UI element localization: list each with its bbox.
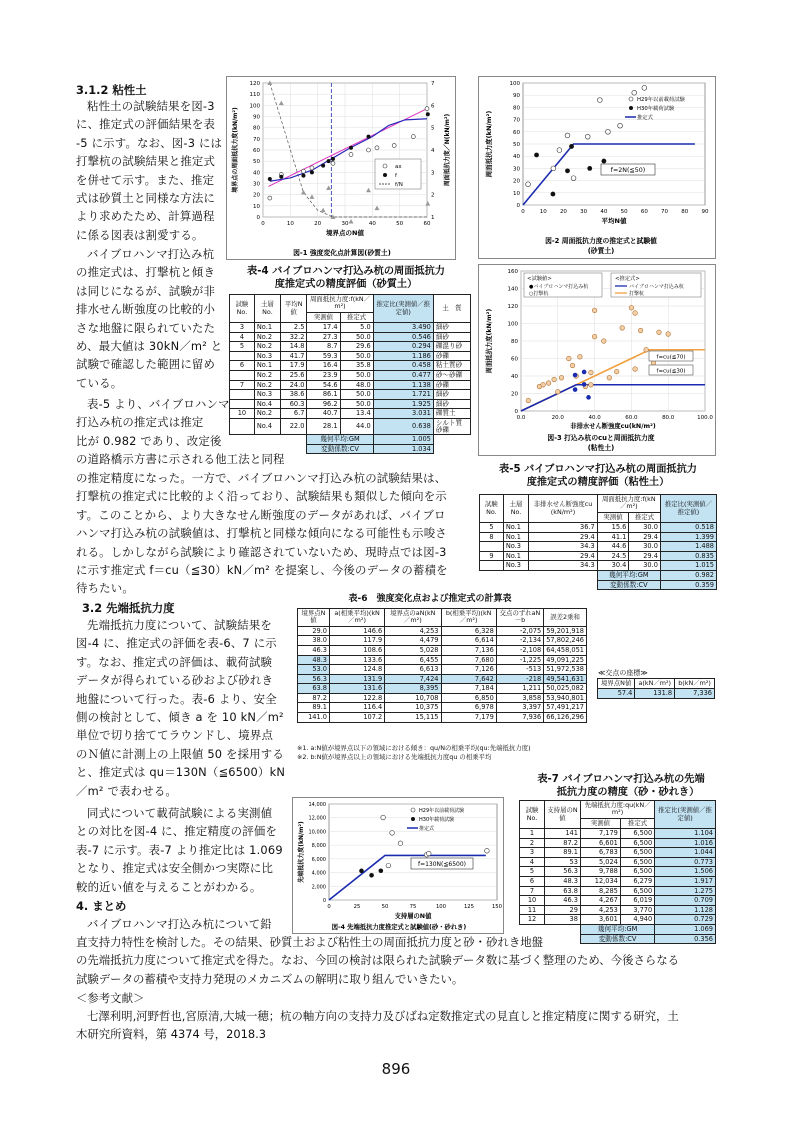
column-header: 誤差2乗和 [544, 609, 587, 627]
y-axis-label: 境界点の周面抵抗力度(kN/m²) [232, 107, 239, 193]
h29-point [526, 182, 531, 187]
table-row: 56.3 131.9 7,424 7,642 -218 49,541,631 [298, 674, 587, 684]
paragraph-6: 直支持力特性を検討した。その結果、砂質土および粘性土の周面抵抗力度と砂・砂れき地盤 の先端抵抗力度について推定式を得た。なお、今回の検討は限られた試験データ数に基づく整理のため、今後さらなる 試験データの蓄積や支持力発現のメカニズムの解明に取り組んでいきたい。 [76, 935, 680, 986]
column-header: 交点のずれaN－b [496, 609, 543, 627]
y-tick-label: 2,000 [311, 884, 326, 891]
figure-1-chart [227, 77, 457, 261]
y2-axis-label: 周面抵抗力度／N(kN/m²) [444, 113, 451, 187]
legend-h29-marker [629, 97, 633, 101]
y-tick-label: 80 [511, 339, 518, 345]
summary-value: 1.034 [373, 444, 433, 454]
table-row: 10 No.2 6.7 40.7 13.4 3.031 礫質土 [230, 409, 471, 419]
x-axis-label: 非排水せん断強度cu(kN/m²) [570, 423, 656, 430]
paragraph-2: バイブロハンマ打込み杭 の推定式は、打撃杭と傾き は同じになるが、試験が非 排水せん断強度の比較的小 さな地盤に限られていたた め、最大値は 30kN／m² と 試験で確認した範囲に留め ている。 [76, 247, 223, 390]
summary-value: 0.356 [655, 934, 716, 944]
legend-label: f [395, 173, 397, 179]
legend-label: 推定式 [419, 826, 435, 832]
driven-pile-point [620, 326, 625, 331]
y-tick-label: 14,000 [308, 802, 326, 808]
intersection-table: 境界点N値 a(kN／m²) b(kN／m²) 57.4 131.8 7,336 [597, 678, 715, 699]
driven-pile-point [602, 339, 607, 344]
x-tick-label: 40 [368, 221, 376, 227]
table-row: 3 89.1 6,783 6,500 1.044 [520, 848, 716, 858]
table-row: 2 87.2 6,601 6,500 1.016 [520, 838, 716, 848]
driven-pile-point [666, 332, 671, 337]
f-point [349, 146, 353, 150]
ax-point [411, 135, 415, 139]
formula-label: f=cu(≦30) [656, 368, 686, 375]
f-point [310, 170, 314, 174]
table-row: 7 63.8 8,285 6,500 1.275 [520, 886, 716, 896]
h29-point [571, 176, 576, 181]
h29-point [398, 841, 403, 846]
paragraph-3-wide: の推定精度になった。一方で、バイブロハンマ打込み杭の試験結果は、 打撃杭の推定式に比較的よく沿っており、試験結果も類似した傾向を示 す。このことから、より大きなせん断強度のデータがあれば、バイブロ ハンマ打込み杭の試験値は、打撃杭と同様な傾向になる可能性も示唆さ れる。しかしながら試験により確認されていないため、現時点では図-3 に示す推定式 f＝cu（≦30）kN／m² を提案し、今後のデータの蓄積を 待ちたい。 [76, 471, 448, 596]
y2-tick-label: 1 [431, 215, 435, 221]
y-tick-label: 20 [511, 391, 518, 398]
paragraph-1: 粘性土の試験結果を図-3 に、推定式の評価結果を表 -5 に示す。なお、図-3 には 打撃杭の試験結果と推定式 を併せて示す。また、推定 式は砂質土と同様な方法に より求めたため、計算過程 に係る図表は割愛する。 [76, 99, 223, 242]
table-row: 6 No.1 17.9 16.4 35.8 0.458 粘土質砂 [230, 361, 471, 371]
y-tick-label: 0 [516, 203, 520, 209]
legend-ax-marker [383, 164, 387, 168]
y-tick-label: 60 [511, 356, 518, 363]
fN-point [279, 101, 284, 106]
driven-pile-point [552, 377, 557, 382]
x-tick-label: 70 [661, 209, 669, 215]
references-list: 七澤利明,河野哲也,宮原清,大城一穂；杭の軸方向の支持力及びばね定数推定式の見直しと推定精度に関する研究，土 木研究所資料，第 4374 号，2018.3 [76, 1009, 679, 1042]
y-tick-label: 10 [253, 203, 260, 210]
y-tick-label: 80 [253, 125, 260, 132]
summary-label: 幾何平均:GM [580, 925, 654, 935]
y-tick-label: 100 [509, 81, 520, 87]
column-header: 境界点N値 [298, 609, 330, 627]
summary-label: 変動係数:CV [307, 444, 373, 454]
table-summary-row [230, 435, 471, 445]
table-summary-row [520, 925, 716, 935]
table-summary-row [480, 580, 717, 590]
vibro-pile-line [521, 385, 705, 411]
f-point [327, 159, 331, 163]
ax-point [375, 146, 379, 150]
h29-point [632, 90, 637, 95]
table-row: 11 29 4,253 3,770 1.128 [520, 905, 716, 915]
formula-label: f=130N(≦6500) [417, 861, 467, 868]
y-tick-label: 6,000 [311, 856, 326, 863]
table-row: 7 No.2 24.0 54.6 48.0 1.138 砂礫 [230, 380, 471, 390]
table-row: 141.0 107.2 15,115 7,179 7,936 66,126,296 [298, 713, 587, 723]
driven-pile-point [567, 356, 572, 361]
h29-point [597, 98, 602, 103]
legend-label: H29年以前載荷試験 [637, 97, 685, 103]
summary-value: 0.982 [660, 571, 716, 581]
y2-tick-label: 4 [431, 148, 435, 154]
h29-point [381, 815, 386, 820]
f-point [321, 164, 325, 168]
y-tick-label: 140 [507, 286, 518, 293]
f-point [367, 135, 371, 139]
figure-4-chart [293, 798, 505, 935]
legend-label: H30年載荷試験 [419, 817, 455, 823]
driven-pile-point [629, 305, 634, 310]
x-axis-label: 境界点のN値 [326, 229, 364, 237]
table-row: No.3 34.3 30.4 30.0 1.015 [480, 561, 717, 571]
y-tick-label: 20 [253, 192, 260, 199]
y-tick-label: 110 [249, 92, 260, 99]
h30-point [569, 144, 574, 149]
table-row: 48.3 133.6 6,455 7,680 -1,225 49,091,225 [298, 655, 587, 665]
x-tick-label: 0 [261, 221, 265, 227]
y-tick-label: 10,000 [308, 829, 326, 836]
y-tick-label: 80 [513, 105, 520, 112]
x-tick-label: 20 [314, 221, 322, 227]
ax-point [392, 144, 396, 148]
y-tick-label: 120 [507, 304, 518, 310]
y-tick-label: 12,000 [308, 815, 326, 822]
table-row: 5 No.2 14.8 8.7 29.6 0.294 礫混り砂 [230, 342, 471, 352]
x-axis-label: 平均N値 [601, 217, 627, 225]
paragraph-6-start: バイブロハンマ打込み杭について鉛 [87, 917, 272, 931]
y-tick-label: 70 [513, 117, 520, 124]
x-tick-label: 150 [491, 904, 503, 910]
h29-point [426, 851, 431, 856]
x-tick-label: 80 [681, 209, 689, 215]
y-tick-label: 20 [513, 178, 520, 185]
figure-1 [226, 76, 456, 260]
driven-pile-point [556, 389, 561, 394]
x-tick-label: 100 [435, 904, 447, 910]
column-header: a(相乗平均)(kN／m²) [330, 609, 385, 627]
driven-pile-point [633, 367, 638, 372]
driven-pile-point [592, 334, 597, 339]
figure-2 [478, 76, 716, 259]
y-tick-label: 40 [253, 170, 260, 177]
x-tick-label: 20 [559, 209, 567, 215]
driven-pile-point [633, 311, 638, 316]
ax-point [268, 196, 272, 200]
h29-point [386, 863, 391, 868]
ax-point [310, 166, 314, 170]
table-row: No.3 38.6 86.1 50.0 1.721 細砂 [230, 390, 471, 400]
x-tick-label: 75 [409, 904, 417, 910]
legend-label: H29年以前載荷試験 [419, 808, 465, 814]
y-tick-label: 120 [249, 81, 260, 87]
table-row: No.4 22.0 28.1 44.0 0.638 シルト質砂礫 [230, 419, 471, 435]
fN-point [374, 206, 379, 211]
driven-pile-point [651, 361, 656, 366]
x-axis-label: 支持層のN値 [394, 913, 432, 920]
legend-label: H30年載荷試験 [637, 106, 675, 112]
x-tick-label: 30 [580, 209, 588, 215]
y-tick-label: 0 [256, 215, 260, 221]
h30-point [587, 166, 592, 171]
y-axis-label: 周面抵抗力度(kN/m²) [485, 110, 493, 178]
figure-caption: (粘性土) [587, 444, 615, 452]
vibro-pile-point [573, 387, 578, 392]
y-axis-label: 先端抵抗力度(kN/m²) [298, 821, 305, 883]
f-point [279, 175, 283, 179]
x-tick-label: 0 [327, 904, 331, 910]
figure-2-chart [479, 77, 717, 260]
y2-tick-label: 6 [431, 103, 435, 110]
x-tick-label: 0.0 [516, 415, 526, 421]
h29-point [585, 134, 590, 139]
table-row: 12 38 3,601 4,940 0.729 [520, 915, 716, 925]
y-tick-label: 90 [253, 114, 260, 121]
legend-label: f/N [395, 182, 403, 188]
driven-pile-point [657, 330, 662, 335]
driven-pile-point [592, 308, 597, 313]
column-header: 境界点のaN(kN／m²) [385, 609, 441, 627]
x-tick-label: 90 [701, 209, 709, 215]
x-tick-label: 40 [600, 209, 608, 215]
intersection-heading: ≪交点の座標≫ [598, 669, 648, 677]
table-7-title: 表-7 バイブロハンマ打込み杭の先端 抵抗力度の精度（砂・砂れき） [537, 774, 705, 798]
f-point [268, 177, 272, 181]
figure-caption: 図-1 強度変化点計算図(砂質土) [293, 249, 391, 257]
legend-label: 推定式 [637, 115, 653, 121]
summary-label: 幾何平均:GM [597, 571, 660, 581]
table-row: No.3 41.7 59.3 50.0 1.186 砂礫 [230, 351, 471, 361]
x-tick-label: 40.0 [588, 415, 601, 421]
y-axis-label: 周面抵抗力度(kN/m²) [486, 308, 493, 374]
h30-point [534, 153, 539, 158]
x-tick-label: 60 [423, 221, 431, 227]
y-tick-label: 40 [511, 374, 518, 380]
h29-point [557, 148, 562, 153]
y-tick-label: 0 [322, 898, 326, 904]
y-tick-label: 8,000 [311, 843, 326, 850]
driven-pile-point [644, 347, 649, 352]
y-tick-label: 50 [513, 142, 520, 148]
y-tick-label: 100 [249, 103, 260, 110]
x-tick-label: 60.0 [625, 415, 638, 421]
f-point [331, 157, 335, 161]
driven-pile-point [589, 382, 594, 387]
table-row: 29.0 146.6 4,253 6,328 -2,075 59,201,918 [298, 626, 587, 636]
table-row: 46.3 108.6 5,028 7,136 -2,108 64,458,051 [298, 645, 587, 655]
ax-point [301, 169, 305, 173]
y-tick-label: 90 [513, 93, 520, 100]
formula-label: f=cu(≦70) [656, 354, 686, 361]
x-tick-label: 10 [539, 209, 547, 215]
x-tick-label: 20.0 [551, 415, 564, 421]
section-heading-4: 4. まとめ [76, 899, 127, 913]
paragraph-4: 先端抵抗力度について、試験結果を 図-4 に、推定式の評価を表-6、7 に示 す。なお、推定式の評価は、載荷試験 データが得られている砂および砂れき 地盤について行った。表-6 より、安全 側の検討として、傾き a を 10 kN／m² 単位で切り捨ててラウンドし、境界点 のＮ値に計測上の上限値 50 を採用する と、推定式は qu＝130N（≦6500）kN ／m² で表わせる。 [76, 618, 286, 798]
page-number: 896 [381, 1060, 411, 1078]
figure-caption: 図-2 周面抵抗力度の推定式と試験値 [545, 237, 657, 245]
y2-tick-label: 2 [431, 192, 435, 199]
legend-label: バイブロハンマ打込み杭 [629, 284, 684, 290]
figure-3 [478, 264, 716, 456]
h29-point [551, 166, 556, 171]
paragraph-3: 表-5 より、バイブロハンマ 打込み杭の推定式は推定 比が 0.982 であり、改定後 の道路橋示方書に示される他工法と同程 [76, 397, 285, 467]
h30-point [369, 873, 374, 878]
h30-point [379, 868, 384, 873]
x-tick-label: 25 [353, 904, 361, 910]
y-tick-label: 100 [507, 321, 518, 328]
h29-point [618, 123, 623, 128]
table-row: 63.8 131.6 8,395 7,184 1,211 50,025,082 [298, 684, 587, 694]
vibro-pile-point [573, 373, 578, 378]
figure-caption: 図-4 先端抵抗力度推定式と試験値(砂・砂れき) [331, 924, 467, 931]
vibro-pile-point [582, 382, 587, 387]
driven-pile-point [614, 369, 619, 374]
legend-f-marker [383, 173, 387, 177]
driven-pile-point [589, 370, 594, 375]
ax-point [331, 161, 335, 165]
driven-pile-point [638, 328, 643, 333]
h30-point [565, 168, 570, 173]
summary-label: 幾何平均:GM [307, 435, 373, 445]
x-tick-label: 0 [521, 209, 525, 215]
summary-value: 1.005 [373, 435, 433, 445]
y2-tick-label: 7 [431, 81, 435, 87]
legend-label: 打撃杭 [629, 291, 645, 297]
references-heading: ＜参考文献＞ [76, 991, 145, 1005]
x-tick-label: 100.0 [697, 415, 713, 421]
driven-pile-point [526, 398, 531, 403]
formula-label: f=2N(≦50) [610, 167, 646, 174]
table-4-title: 表-4 バイブロハンマ打込み杭の周面抵抗力 度推定式の精度評価（砂質土） [247, 266, 445, 290]
x-tick-label: 30 [341, 221, 349, 227]
table-7: 試験No. 支持層のN値 先端抵抗力度:qu(kN／m²) 推定比(実測値／推定値) 実測値 推定式 1 141 7,179 6,500 1.104 2 87.2 6,601 6,500 1.016 3 89.1 6,783 6,500 1.044 4 53 5,024 6,500 0.773 5 56.3 9,788 6,500 1.506 6 48.3 12,034 6,279 1.917 7 63.8 8,285 6,500 1.275 10 46.3 4,267 6,019 0.709 11 29 4,253 3,770 1.128 12 38 3,601 4,940 0.729 幾何平均:GM 1.069 変動係数:CV 0.356 [519, 800, 716, 944]
table-row: 10 46.3 4,267 6,019 0.709 [520, 896, 716, 906]
y-tick-label: 30 [513, 166, 520, 173]
figure-3-chart [479, 265, 717, 457]
driven-pile-point [546, 381, 551, 386]
y2-tick-label: 3 [431, 170, 435, 177]
table-row: 3 No.1 2.5 17.4 5.0 3.490 細砂 [230, 323, 471, 333]
legend-label: ●バイブロハンマ打込み杭 [529, 284, 589, 290]
table-row: 4 53 5,024 6,500 0.773 [520, 857, 716, 867]
x-tick-label: 50 [620, 209, 628, 215]
fN-point [349, 219, 354, 224]
driven-pile-point [570, 363, 575, 368]
table-5-title: 表-5 バイブロハンマ打込み杭の周面抵抗力 度推定式の精度評価（粘性土） [499, 464, 697, 488]
legend-label: ○打撃杭 [529, 291, 549, 297]
ax-point [367, 148, 371, 152]
f-point [426, 112, 430, 116]
y-tick-label: 40 [513, 154, 520, 161]
x-tick-label: 80.0 [662, 415, 675, 421]
y-tick-label: 70 [253, 136, 260, 143]
summary-label: 変動係数:CV [597, 580, 660, 590]
driven-pile-point [559, 375, 564, 380]
table-row: 5 56.3 9,788 6,500 1.506 [520, 867, 716, 877]
table-row: 5 No.1 36.7 15.6 30.0 0.518 [480, 523, 717, 533]
table-row: 8 No.1 29.4 41.1 29.4 1.399 [480, 532, 717, 542]
h29-point [485, 848, 490, 853]
vibro-pile-point [582, 370, 587, 375]
ax-point [425, 107, 429, 111]
h30-point [551, 192, 556, 197]
table-row: No.4 60.3 96.2 50.0 1.925 細砂 [230, 399, 471, 409]
x-tick-label: 125 [463, 904, 475, 910]
y-tick-label: 50 [253, 159, 260, 166]
fN-point [321, 208, 326, 213]
table-row: 9 No.1 29.4 24.5 29.4 0.835 [480, 551, 717, 561]
legend-label: <推定式> [615, 276, 640, 282]
table-summary-row [480, 571, 717, 581]
table-row: 87.2 122.8 10,708 6,850 3,858 53,940,801 [298, 693, 587, 703]
h29-point [390, 831, 395, 836]
x-tick-label: 10 [286, 221, 294, 227]
legend-h29-marker [411, 808, 415, 812]
column-header: b(相乗平均)(kN／m²) [441, 609, 496, 627]
driven-pile-point [578, 354, 583, 359]
table-4: 試験No. 土層No. 平均N値 周面抵抗力度:f(kN／m²) 推定比(実測値／推定値) 土 質 実測値 推定式 3 No.1 2.5 17.4 5.0 3.490 細砂 4 No.2 32.2 27.3 50.0 0.546 細砂 5 No.2 14.8 8.7 29.6 0.294 礫混り砂 No.3 41.7 59.3 50.0 1.186 砂礫 6 No.1 17.9 16.4 35.8 0.458 粘土質砂 No.2 25.6 23.9 50.0 0.477 砂～砂礫 7 No.2 24.0 54.6 48.0 1.138 砂礫 No.3 38.6 86.1 50.0 1.721 細砂 No.4 60.3 96.2 50.0 1.925 細砂 10 No.2 6.7 40.7 13.4 3.031 礫質土 No.4 22.0 28.1 44.0 0.638 シルト質砂礫 幾何平均:GM 1.005 変動係数:CV 1.034 [229, 294, 471, 454]
table-row: 38.0 117.9 4,479 6,614 -2,134 57,802,246 [298, 636, 587, 646]
y-tick-label: 30 [253, 181, 260, 188]
legend-label: ax [395, 164, 402, 170]
x-tick-label: 60 [640, 209, 648, 215]
table-summary-row [520, 934, 716, 944]
fN-point [301, 190, 306, 195]
figure-4 [292, 797, 504, 934]
y-tick-label: 0 [514, 409, 518, 415]
table-6-title: 表-6 強度変化点および推定式の計算表 [348, 594, 512, 604]
x-tick-label: 50 [381, 904, 389, 910]
table-row: 53.0 124.8 6,613 7,126 -513 51,972,538 [298, 665, 587, 675]
table-5: 試験No. 土層No. 非排水せん断強度cu (kN/m²) 周面抵抗力度:f(kN／m²) 推定比(実測値／推定値) 実測値 推定式 5 No.1 36.7 15.6 30.0 0.518 8 No.1 29.4 41.1 29.4 1.399 No.3 34.3 44.6 30.0 1.488 9 No.1 29.4 24.5 29.4 0.835 No.3 34.3 30.4 30.0 1.015 幾何平均:GM 0.982 変動係数:CV 0.359 [479, 494, 717, 590]
h30-point [359, 869, 364, 874]
ax-point [349, 152, 353, 156]
y-tick-label: 4,000 [311, 870, 326, 877]
fN-point [366, 188, 371, 193]
y2-tick-label: 5 [431, 125, 435, 132]
y-tick-label: 160 [507, 269, 518, 275]
summary-value: 0.359 [660, 580, 716, 590]
fN-point [425, 201, 430, 206]
figure-caption: 図-3 打込み杭のcuと周面抵抗力度 [547, 434, 655, 442]
paragraph-5: 同式について載荷試験による実測値 との対比を図-4 に、推定精度の評価を 表-7 に示す。表-7 より推定比は 1.069 となり、推定式は安全側かつ実際に比 較的近い値を与えることがわかる。 [76, 806, 283, 894]
table-row: 89.1 116.4 10,375 6,978 3,397 57,491,217 [298, 703, 587, 713]
table-row: 4 No.2 32.2 27.3 50.0 0.546 細砂 [230, 332, 471, 342]
y-tick-label: 10 [513, 190, 520, 197]
legend-h30-marker [411, 817, 415, 821]
figure-caption: (砂質土) [587, 247, 615, 255]
fN-point [326, 185, 331, 190]
f-point [301, 174, 305, 178]
x-tick-label: 50 [396, 221, 404, 227]
h29-point [642, 85, 647, 90]
y-tick-label: 60 [513, 129, 520, 136]
h29-point [606, 129, 611, 134]
section-heading-3-2: 3.2 先端抵抗力度 [82, 601, 175, 615]
table-6-notes: ※1. a:N値が境界点以下の領域における傾き：qu/Nの相乗平均(qu:先端抵抗力度) ※2. b:N値が境界点以上の領域における先端抵抗力度qu の相乗平均 [297, 744, 531, 761]
table-row: No.2 25.6 23.9 50.0 0.477 砂～砂礫 [230, 371, 471, 381]
driven-pile-point [607, 375, 612, 380]
table-row: 6 48.3 12,034 6,279 1.917 [520, 877, 716, 887]
legend-h30-marker [629, 106, 633, 110]
table-row: 1 141 7,179 6,500 1.104 [520, 829, 716, 839]
fN-point [309, 194, 314, 199]
h30-point [601, 159, 606, 164]
legend-label: <試験値> [527, 276, 552, 282]
section-heading-3-1-2: 3.1.2 粘性土 [76, 83, 147, 97]
table-row: No.3 34.3 44.6 30.0 1.488 [480, 542, 717, 552]
h29-point [565, 133, 570, 138]
driven-pile-point [541, 382, 546, 387]
summary-value: 1.069 [655, 925, 716, 935]
vibro-pile-point [586, 395, 591, 400]
table-summary-row [230, 444, 471, 454]
summary-label: 変動係数:CV [580, 934, 654, 944]
y-tick-label: 60 [253, 148, 260, 154]
table-6 [297, 608, 587, 723]
